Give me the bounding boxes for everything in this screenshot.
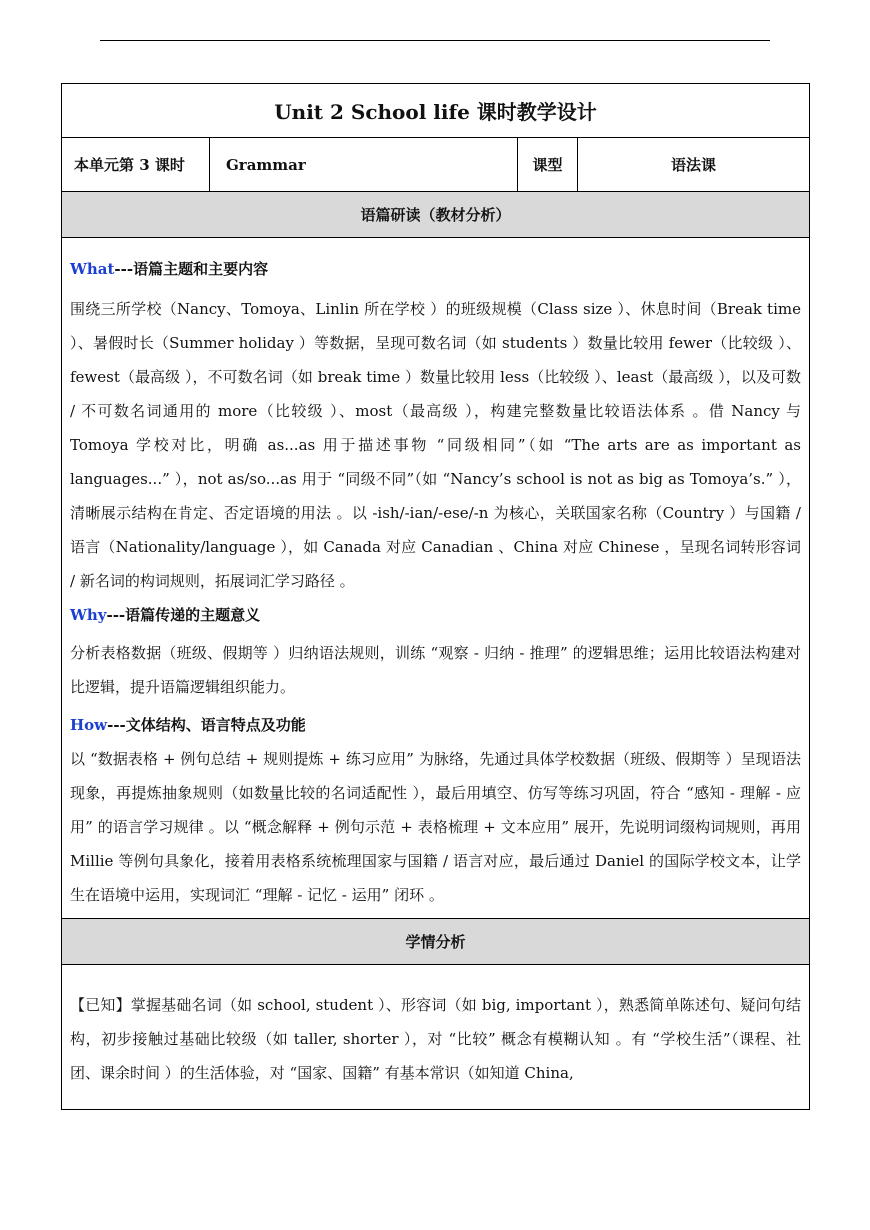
- how-heading-text: ---文体结构、语言特点及功能: [107, 716, 306, 734]
- lesson-number-label: 本单元第 3 课时: [62, 138, 210, 192]
- why-body: 分析表格数据（班级、假期等 ）归纳语法规则，训练 “观察 - 归纳 - 推理” 的逻辑思维；运用比较语法构建对比逻辑，提升语篇逻辑组织能力。: [70, 644, 801, 696]
- how-heading: [70, 708, 801, 742]
- what-body: 围绕三所学校（Nancy、Tomoya、Linlin 所在学校 ）的班级规模（Class size ）、休息时间（Break time ）、暑假时长（Summer holiday ）等数据，呈现可数名词（如 students ）数量比较用 fewer（比较级 ）、fewest（最高级 ），不可数名词（如 break time ）数量比较用 less（比较级 ）、least（最高级 ），以及可数 / 不可数名词通用的 more（比较级 ）、most（最高级 ），构建完整数量比较语法体系 。借 Nancy 与 Tomoya 学校对比，明确 as...as 用于描述事物 “同级相同”（如 “The arts are as important as languages...” ），not as/so...as 用于 “同级不同”（如 “Nancy’s school is not as big as Tomoya’s.” ），清晰展示结构在肯定、否定语境的用法 。以 -ish/-ian/-ese/-n 为核心，关联国家名称（Country ）与国籍 / 语言（Nationality/language ），如 Canada 对应 Canadian 、China 对应 Chinese ，呈现名词转形容词 / 新名词的构词规则，拓展词汇学习路径 。: [70, 300, 801, 590]
- document-title: Unit 2 School life 课时教学设计: [62, 84, 810, 138]
- why-heading: [70, 598, 801, 632]
- learner-analysis-header: 学情分析: [62, 919, 810, 965]
- text-analysis-content: [62, 238, 810, 919]
- learner-known-body: 【已知】掌握基础名词（如 school, student ）、形容词（如 big, important ），熟悉简单陈述句、疑问句结构，初步接触过基础比较级（如 taller, shorter ），对 “比较” 概念有模糊认知 。有 “学校生活”（课程、社团、课余时间 ）的生活体验，对 “国家、国籍” 有基本常识（如知道 China,: [70, 996, 801, 1082]
- header-rule: [100, 40, 770, 41]
- what-heading-text: ---语篇主题和主要内容: [114, 260, 269, 278]
- what-heading: [70, 252, 801, 286]
- learner-analysis-content: [62, 965, 810, 1110]
- why-key: Why: [70, 606, 107, 624]
- how-key: How: [70, 716, 108, 734]
- lesson-type-value: 语法课: [578, 138, 810, 192]
- lesson-name: Grammar: [210, 138, 518, 192]
- lesson-type-label: 课型: [518, 138, 578, 192]
- lesson-design-table: [61, 83, 810, 1110]
- what-key: What: [70, 260, 115, 278]
- text-analysis-header: 语篇研读（教材分析）: [62, 192, 810, 238]
- how-body: 以 “数据表格 + 例句总结 + 规则提炼 + 练习应用” 为脉络，先通过具体学校数据（班级、假期等 ）呈现语法现象，再提炼抽象规则（如数量比较的名词适配性 ），最后用填空、仿写等练习巩固，符合 “感知 - 理解 - 应用” 的语言学习规律 。以 “概念解释 + 例句示范 + 表格梳理 + 文本应用” 展开，先说明词缀构词规则，再用 Millie 等例句具象化，接着用表格系统梳理国家与国籍 / 语言对应，最后通过 Daniel 的国际学校文本，让学生在语境中运用，实现词汇 “理解 - 记忆 - 运用” 闭环 。: [70, 750, 801, 904]
- why-heading-text: ---语篇传递的主题意义: [106, 606, 261, 624]
